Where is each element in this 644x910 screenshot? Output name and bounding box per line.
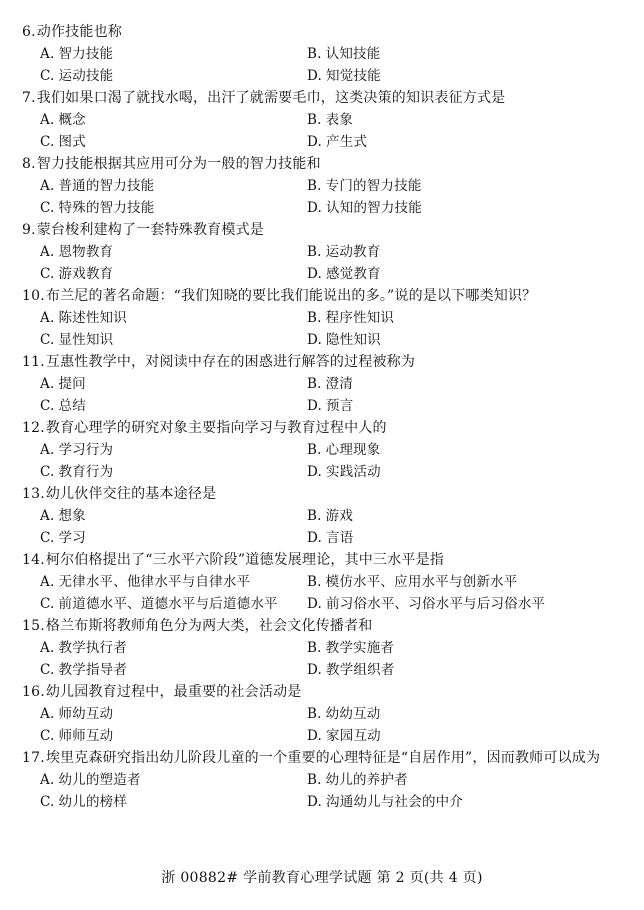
option-item (40, 659, 307, 681)
question-stem (22, 87, 622, 109)
question-stem (22, 549, 622, 571)
option-text: 提问 (58, 376, 86, 392)
option-grid (22, 769, 622, 813)
question-text: 教育心理学的研究对象主要指向学习与教育过程中人的 (45, 420, 387, 436)
option-item (307, 769, 607, 791)
question-number: 13. (22, 486, 45, 502)
question-stem (22, 21, 622, 43)
option-text: 沟通幼儿与社会的中介 (326, 794, 464, 810)
option-letter: B. (307, 46, 322, 62)
option-text: 感觉教育 (326, 266, 381, 282)
option-text: 家园互动 (326, 728, 381, 744)
option-text: 专门的智力技能 (325, 178, 422, 194)
option-item (40, 769, 307, 791)
question-text: 布兰尼的著名命题：“我们知晓的要比我们能说出的多。”说的是以下哪类知识？ (45, 288, 537, 304)
option-item (307, 593, 607, 615)
option-item (307, 659, 607, 681)
question-stem (22, 747, 622, 769)
option-item (307, 725, 607, 747)
option-grid (22, 637, 622, 681)
question-text: 蒙台梭利建构了一套特殊教育模式是 (36, 222, 264, 238)
question-item (22, 153, 622, 219)
option-text: 前道德水平、道德水平与后道德水平 (58, 596, 278, 612)
option-text: 教育行为 (58, 464, 114, 480)
option-letter: B. (307, 706, 322, 722)
option-letter: A. (40, 706, 55, 722)
option-letter: D. (307, 332, 323, 348)
option-item (40, 329, 307, 351)
option-letter: D. (307, 68, 323, 84)
question-item (22, 681, 622, 747)
option-item (307, 175, 607, 197)
option-letter: D. (307, 596, 323, 612)
option-text: 陈述性知识 (58, 310, 127, 326)
question-item (22, 21, 622, 87)
question-item (22, 549, 622, 615)
option-letter: A. (40, 772, 55, 788)
option-text: 认知技能 (325, 46, 381, 62)
option-item (307, 131, 607, 153)
option-item (40, 43, 307, 65)
question-stem (22, 483, 622, 505)
question-item (22, 747, 622, 813)
option-item (40, 791, 307, 813)
option-text: 幼幼互动 (325, 706, 381, 722)
option-text: 师幼互动 (58, 706, 114, 722)
option-letter: A. (40, 574, 55, 590)
option-letter: A. (40, 310, 55, 326)
option-text: 智力技能 (58, 46, 114, 62)
question-number: 8. (22, 156, 36, 172)
option-letter: A. (40, 244, 55, 260)
option-item (40, 263, 307, 285)
option-item (307, 637, 607, 659)
option-text: 模仿水平、应用水平与创新水平 (325, 574, 518, 590)
question-item (22, 483, 622, 549)
option-text: 产生式 (326, 134, 368, 150)
question-number: 9. (22, 222, 36, 238)
option-letter: C. (40, 530, 55, 546)
option-letter: D. (307, 398, 323, 414)
option-letter: C. (40, 200, 55, 216)
option-item (40, 373, 307, 395)
option-item (40, 395, 307, 417)
option-text: 游戏 (325, 508, 354, 524)
option-letter: B. (307, 640, 322, 656)
option-text: 教学执行者 (58, 640, 127, 656)
option-text: 前习俗水平、习俗水平与后习俗水平 (326, 596, 546, 612)
question-item (22, 87, 622, 153)
option-letter: A. (40, 112, 55, 128)
option-letter: D. (307, 200, 323, 216)
option-letter: C. (40, 728, 55, 744)
question-number: 11. (22, 354, 45, 370)
option-letter: C. (40, 68, 55, 84)
option-text: 幼儿的养护者 (325, 772, 408, 788)
option-text: 学习 (58, 530, 86, 546)
option-item (307, 65, 607, 87)
option-item (40, 725, 307, 747)
option-item (307, 461, 607, 483)
option-grid (22, 571, 622, 615)
option-text: 学习行为 (58, 442, 114, 458)
option-item (307, 109, 607, 131)
option-item (307, 197, 607, 219)
option-letter: C. (40, 662, 55, 678)
option-item (307, 43, 607, 65)
option-text: 教学组织者 (326, 662, 395, 678)
option-letter: C. (40, 398, 55, 414)
option-text: 幼儿的榜样 (58, 794, 128, 810)
option-letter: A. (40, 442, 55, 458)
question-text: 我们如果口渴了就找水喝，出汗了就需要毛巾，这类决策的知识表征方式是 (36, 90, 506, 106)
option-letter: C. (40, 266, 55, 282)
option-grid (22, 439, 622, 483)
option-letter: A. (40, 508, 55, 524)
option-item (40, 197, 307, 219)
option-item (307, 241, 607, 263)
question-number: 14. (22, 552, 45, 568)
option-item (40, 571, 307, 593)
option-grid (22, 505, 622, 549)
option-letter: A. (40, 46, 55, 62)
option-letter: B. (307, 574, 322, 590)
option-item (40, 461, 307, 483)
question-number: 6. (22, 24, 36, 40)
option-letter: C. (40, 794, 55, 810)
option-letter: B. (307, 310, 322, 326)
option-letter: D. (307, 662, 323, 678)
question-text: 格兰布斯将教师角色分为两大类，社会文化传播者和 (45, 618, 373, 634)
option-letter: B. (307, 112, 322, 128)
option-letter: B. (307, 178, 322, 194)
option-letter: A. (40, 178, 55, 194)
question-text: 埃里克森研究指出幼儿阶段儿童的一个重要的心理特征是“自居作用”，因而教师可以成为 (45, 750, 601, 766)
question-item (22, 615, 622, 681)
option-letter: B. (307, 442, 322, 458)
option-item (307, 329, 607, 351)
option-letter: B. (307, 508, 322, 524)
option-item (40, 637, 307, 659)
option-text: 特殊的智力技能 (58, 200, 155, 216)
option-text: 教学指导者 (58, 662, 128, 678)
option-item (307, 571, 607, 593)
option-grid (22, 373, 622, 417)
option-item (40, 65, 307, 87)
question-stem (22, 219, 622, 241)
question-number: 12. (22, 420, 45, 436)
option-grid (22, 307, 622, 351)
question-stem (22, 615, 622, 637)
option-text: 想象 (58, 508, 86, 524)
question-stem (22, 285, 622, 307)
option-letter: D. (307, 464, 323, 480)
option-letter: D. (307, 794, 323, 810)
option-item (40, 131, 307, 153)
option-text: 认知的智力技能 (326, 200, 422, 216)
option-text: 实践活动 (326, 464, 381, 480)
option-letter: B. (307, 376, 322, 392)
option-item (307, 703, 607, 725)
option-text: 运动教育 (325, 244, 381, 260)
option-text: 普通的智力技能 (58, 178, 155, 194)
option-letter: B. (307, 772, 322, 788)
option-letter: D. (307, 134, 323, 150)
option-item (40, 593, 307, 615)
option-item (40, 703, 307, 725)
option-letter: A. (40, 640, 55, 656)
option-text: 显性知识 (58, 332, 114, 348)
question-item (22, 219, 622, 285)
option-text: 恩物教育 (58, 244, 114, 260)
option-letter: C. (40, 134, 55, 150)
option-letter: C. (40, 332, 55, 348)
option-text: 程序性知识 (325, 310, 395, 326)
option-item (40, 527, 307, 549)
option-text: 无律水平、他律水平与自律水平 (58, 574, 251, 590)
question-text: 动作技能也称 (36, 24, 122, 40)
question-item (22, 417, 622, 483)
question-text: 幼儿伙伴交往的基本途径是 (45, 486, 217, 502)
option-item (307, 791, 607, 813)
question-stem (22, 351, 622, 373)
question-stem (22, 681, 622, 703)
option-text: 心理现象 (325, 442, 381, 458)
option-item (307, 505, 607, 527)
option-text: 概念 (58, 112, 86, 128)
option-text: 游戏教育 (58, 266, 114, 282)
option-letter: D. (307, 266, 323, 282)
option-text: 言语 (326, 530, 354, 546)
option-item (307, 263, 607, 285)
question-list (22, 21, 622, 813)
option-letter: C. (40, 464, 55, 480)
question-number: 7. (22, 90, 36, 106)
option-letter: D. (307, 530, 323, 546)
option-grid (22, 703, 622, 747)
question-item (22, 351, 622, 417)
page-footer: 浙 00882# 学前教育心理学试题 第 2 页(共 4 页) (161, 870, 483, 886)
option-item (40, 505, 307, 527)
question-stem (22, 153, 622, 175)
option-letter: B. (307, 244, 322, 260)
option-text: 总结 (58, 398, 86, 414)
option-item (307, 373, 607, 395)
question-number: 15. (22, 618, 45, 634)
option-grid (22, 109, 622, 153)
option-text: 教学实施者 (325, 640, 395, 656)
option-item (40, 307, 307, 329)
question-number: 17. (22, 750, 45, 766)
question-number: 10. (22, 288, 45, 304)
option-grid (22, 241, 622, 285)
option-letter: A. (40, 376, 55, 392)
option-text: 预言 (326, 398, 354, 414)
question-text: 互惠性教学中，对阅读中存在的困惑进行解答的过程被称为 (45, 354, 416, 370)
question-text: 幼儿园教育过程中，最重要的社会活动是 (45, 684, 302, 700)
question-text: 柯尔伯格提出了“三水平六阶段”道德发展理论，其中三水平是指 (45, 552, 444, 568)
option-item (307, 439, 607, 461)
question-item (22, 285, 622, 351)
option-text: 知觉技能 (326, 68, 381, 84)
option-item (40, 241, 307, 263)
option-text: 表象 (325, 112, 354, 128)
option-item (307, 395, 607, 417)
option-text: 幼儿的塑造者 (58, 772, 141, 788)
option-item (307, 307, 607, 329)
option-text: 运动技能 (58, 68, 114, 84)
option-letter: D. (307, 728, 323, 744)
option-item (40, 109, 307, 131)
question-text: 智力技能根据其应用可分为一般的智力技能和 (36, 156, 321, 172)
option-item (40, 439, 307, 461)
option-item (307, 527, 607, 549)
option-text: 隐性知识 (326, 332, 381, 348)
option-letter: C. (40, 596, 55, 612)
question-stem (22, 417, 622, 439)
option-grid (22, 175, 622, 219)
option-text: 图式 (58, 134, 86, 150)
option-text: 澄清 (325, 376, 354, 392)
question-number: 16. (22, 684, 45, 700)
option-item (40, 175, 307, 197)
option-grid (22, 43, 622, 87)
option-text: 师师互动 (58, 728, 114, 744)
